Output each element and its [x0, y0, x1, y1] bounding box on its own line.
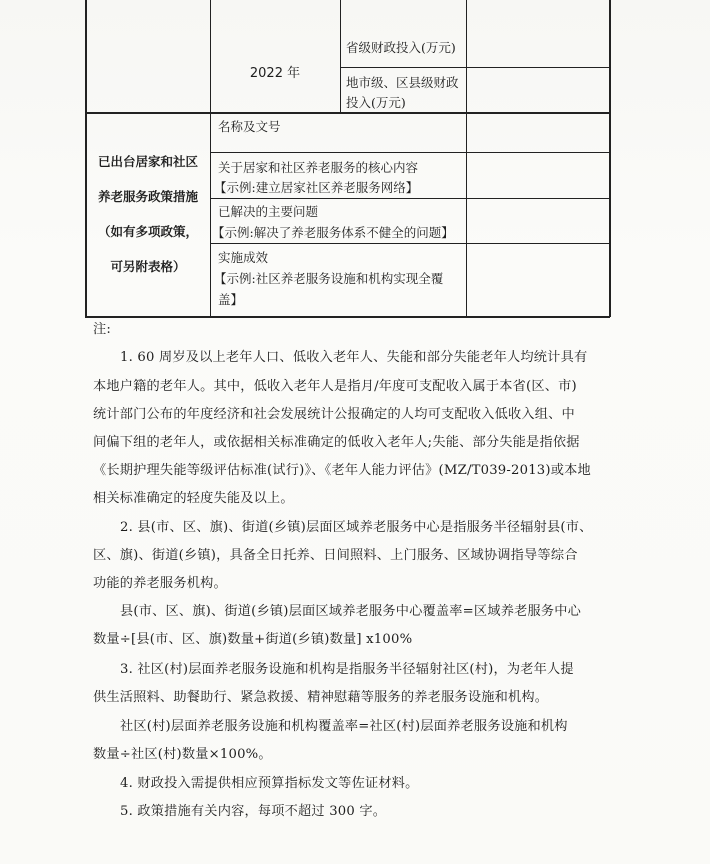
table-rule: [210, 243, 610, 244]
results-label: 实施成效: [218, 250, 269, 265]
note-line: 间偏下组的老年人，或依据相关标准确定的低收入老年人;失能、部分失能是指依据: [93, 435, 580, 450]
results-example-line2: 盖】: [218, 292, 244, 307]
note-line: 《长期护理失能等级评估标准(试行)》、《老年人能力评估》(MZ/T039-2013)或本地: [93, 463, 591, 478]
note-line: 5. 政策措施有关内容，每项不超过 300 字。: [120, 804, 387, 819]
note-line: 4. 财政投入需提供相应预算指标发文等佐证材料。: [120, 776, 419, 791]
core-content-example: 【示例:建立居家社区养老服务网络】: [214, 180, 419, 195]
table-rule: [210, 152, 610, 153]
city-input-label-line1: 地市级、区县级财政: [346, 75, 459, 90]
table-rule: [85, 316, 610, 318]
note-line: 相关标准确定的轻度失能及以上。: [93, 491, 294, 506]
table-rule: [609, 0, 611, 317]
problems-solved-example: 【示例:解决了养老服务体系不健全的问题】: [212, 225, 454, 240]
note-line: 功能的养老服务机构。: [93, 576, 227, 591]
policy-header-line: 已出台居家和社区: [97, 154, 198, 169]
policy-header: [86, 150, 210, 278]
table-rule: [210, 198, 610, 199]
note-line: 统计部门公布的年度经济和社会发展统计公报确定的人均可支配收入低收入组、中: [93, 407, 575, 422]
table-rule: [340, 67, 610, 68]
note-line: 数量÷社区(村)数量×100%。: [93, 747, 272, 762]
note-line: 区、旗)、街道(乡镇)，具备全日托养、日间照料、上门服务、区域协调指导等综合: [93, 548, 578, 563]
note-line: 社区(村)层面养老服务设施和机构覆盖率=社区(村)层面养老服务设施和机构: [120, 719, 568, 734]
year-label: 2022 年: [249, 66, 301, 81]
policy-header-line: 养老服务政策措施: [97, 189, 198, 204]
note-line: 数量÷[县(市、区、旗)数量+街道(乡镇)数量] x100%: [93, 632, 413, 647]
provincial-input-label: 省级财政投入(万元): [346, 40, 456, 55]
core-content-label: 关于居家和社区养老服务的核心内容: [218, 160, 419, 175]
note-line: 本地户籍的老年人。其中，低收入老年人是指月/年度可支配收入属于本省(区、市): [93, 379, 577, 394]
note-line: 供生活照料、助餐助行、紧急救援、精神慰藉等服务的养老服务设施和机构。: [93, 690, 549, 705]
policy-header-line: 可另附表格）: [110, 259, 186, 274]
table-rule: [340, 0, 341, 113]
table-rule: [466, 0, 467, 317]
problems-solved-label: 已解决的主要问题: [218, 204, 319, 219]
form-table: [0, 0, 710, 320]
note-line: 县(市、区、旗)、街道(乡镇)层面区域养老服务中心覆盖率=区域养老服务中心: [120, 604, 582, 619]
policy-header-line: （如有多项政策，: [97, 224, 198, 239]
notes-heading: 注:: [93, 322, 112, 337]
note-line: 2. 县(市、区、旗)、街道(乡镇)层面区域养老服务中心是指服务半径辐射县(市、: [120, 520, 593, 535]
note-line: 3. 社区(村)层面养老服务设施和机构是指服务半径辐射社区(村)，为老年人提: [120, 662, 574, 677]
note-line: 1. 60 周岁及以上老年人口、低收入老年人、失能和部分失能老年人均统计具有: [120, 350, 588, 365]
name-and-doc-label: 名称及文号: [218, 119, 281, 134]
table-rule: [210, 0, 211, 317]
results-example-line1: 【示例:社区养老服务设施和机构实现全覆: [214, 271, 444, 286]
city-input-label-line2: 投入(万元): [346, 95, 406, 110]
